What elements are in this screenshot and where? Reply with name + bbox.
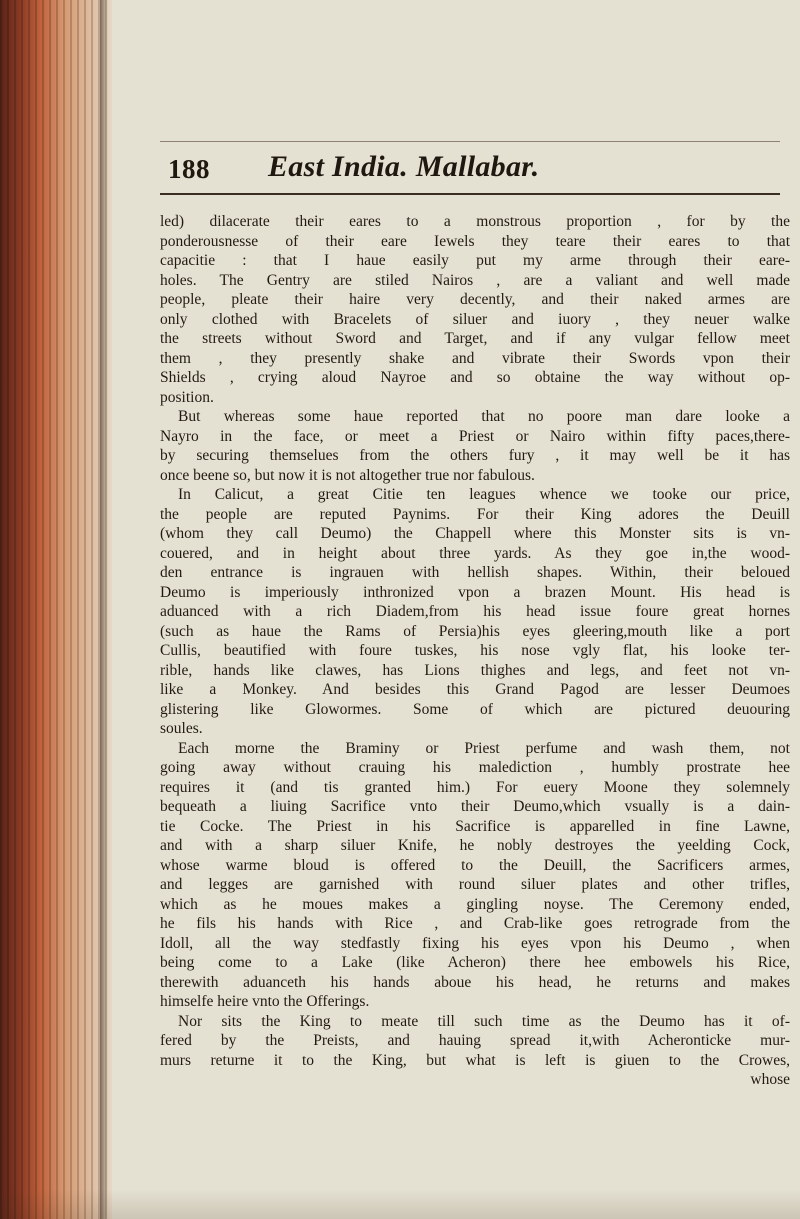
text-line: soules.: [160, 720, 203, 737]
text-line: Idoll, all the way stedfastly fixing his eyes vpon his Deumo , when: [160, 934, 790, 952]
text-line: aduanced with a rich Diadem,from his head issue foure great hornes: [160, 603, 790, 620]
text-line: glistering like Glowormes. Some of which are pictured deuouring: [160, 700, 790, 718]
text-line: therewith aduanceth his hands aboue his head, he returns and makes: [160, 973, 790, 991]
text-line: tie Cocke. The Priest in his Sacrifice is apparelled in fine Lawne,: [160, 817, 790, 835]
text-line: couered, and in height about three yards. As they goe in,the wood-: [160, 544, 790, 562]
text-line: only clothed with Bracelets of siluer and iuory , they neuer walke: [160, 310, 790, 328]
text-line: people, pleate their haire very decently, and their naked armes are: [160, 291, 790, 308]
text-line: and legges are garnished with round siluer plates and other trifles,: [160, 876, 790, 893]
text-line: the people are reputed Paynims. For their King adores the Deuill: [160, 505, 790, 523]
text-line: But whereas some haue reported that no poore man dare looke a: [178, 408, 790, 425]
text-line: (such as haue the Rams of Persia)his eyes gleering,mouth like a port: [160, 622, 790, 640]
header-rule: [160, 193, 780, 195]
text-line: den entrance is ingrauen with hellish shapes. Within, their beloued: [160, 564, 790, 581]
text-line: holes. The Gentry are stiled Nairos , are a valiant and well made: [160, 271, 790, 289]
text-line: Shields , crying aloud Nayroe and so obtaine the way without op-: [160, 369, 790, 386]
text-line: Deumo is imperiously inthronized vpon a brazen Mount. His head is: [160, 583, 790, 601]
text-line: bequeath a liuing Sacrifice vnto their Deumo,which vsually is a dain-: [160, 798, 790, 815]
text-line: capacitie : that I haue easily put my arme through their eare-: [160, 252, 790, 269]
catchword: whose: [750, 1071, 790, 1088]
header-top-rule: [160, 141, 780, 142]
text-line: led) dilacerate their eares to a monstrous proportion , for by the: [160, 213, 790, 230]
page-bottom-shadow: [0, 1189, 800, 1219]
text-line: position.: [160, 388, 214, 406]
page-number: 188: [168, 154, 210, 184]
text-line: rible, hands like clawes, has Lions thighes and legs, and feet not vn-: [160, 661, 790, 679]
text-line: requires it (and tis granted him.) For euery Moone they solemnely: [160, 778, 790, 796]
text-line: himselfe heire vnto the Offerings.: [160, 993, 370, 1010]
text-line: fered by the Preists, and hauing spread it,with Acheronticke mur-: [160, 1032, 790, 1049]
book-binding-edge: [0, 0, 112, 1219]
text-line: like a Monkey. And besides this Grand Pagod are lesser Deumoes: [160, 681, 790, 698]
text-line: Nor sits the King to meate till such time as the Deumo has it of-: [178, 1012, 790, 1030]
text-line: murs returne it to the King, but what is left is giuen to the Crowes,: [160, 1051, 790, 1069]
text-line: he fils his hands with Rice , and Crab-like goes retrograde from the: [160, 915, 790, 932]
text-line: In Calicut, a great Citie ten leagues whence we tooke our price,: [178, 486, 790, 503]
text-line: Each morne the Braminy or Priest perfume and wash them, not: [178, 739, 790, 757]
body-text: [160, 212, 790, 1090]
text-line: being come to a Lake (like Acheron) there hee embowels his Rice,: [160, 954, 790, 971]
text-line: by securing themselues from the others fury , it may well be it has: [160, 447, 790, 464]
text-line: and with a sharp siluer Knife, he nobly destroyes the yeelding Cock,: [160, 837, 790, 854]
text-line: (whom they call Deumo) the Chappell where this Monster sits is vn-: [160, 525, 790, 542]
text-line: going away without crauing his malediction , humbly prostrate hee: [160, 759, 790, 776]
text-line: ponderousnesse of their eare Iewels they teare their eares to that: [160, 232, 790, 250]
text-line: which as he moues makes a gingling noyse. The Ceremony ended,: [160, 895, 790, 913]
text-line: Cullis, beautified with foure tuskes, his nose vgly flat, his looke ter-: [160, 642, 790, 659]
text-line: them , they presently shake and vibrate their Swords vpon their: [160, 349, 790, 367]
text-line: whose warme bloud is offered to the Deuill, the Sacrificers armes,: [160, 856, 790, 874]
running-head: East India. Mallabar.: [268, 150, 540, 183]
text-line: the streets without Sword and Target, and if any vulgar fellow meet: [160, 330, 790, 347]
text-line: Nayro in the face, or meet a Priest or Nairo within fifty paces,there-: [160, 427, 790, 445]
text-line: once beene so, but now it is not altogether true nor fabulous.: [160, 466, 535, 484]
page-gutter-shadow: [100, 0, 108, 1219]
